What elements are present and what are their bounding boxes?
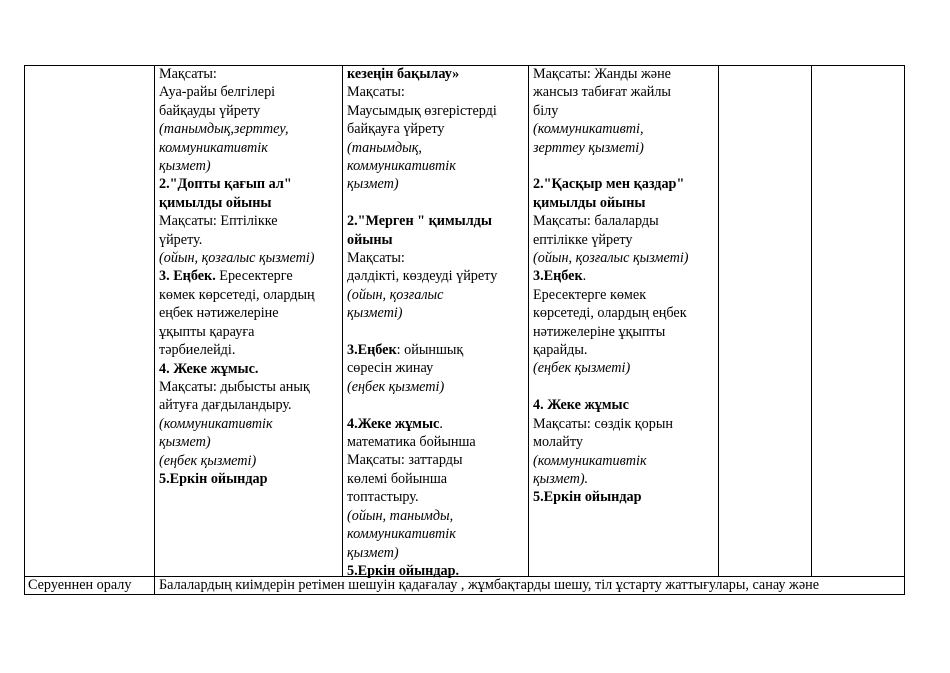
text-run: 4.Жеке жұмыс (347, 415, 440, 432)
text-line: жансыз табиғат жайлы (533, 84, 671, 101)
text-line: қарайды. (533, 342, 588, 359)
blank-line (347, 323, 525, 341)
text-line: 2."Допты қағып ал" (159, 176, 292, 193)
text-line: 5.Еркін ойындар (533, 489, 642, 506)
text-line: Мақсаты: заттарды (347, 452, 463, 469)
text-line: (танымдық, (347, 139, 422, 156)
text-line: 4. Жеке жұмыс. (159, 360, 259, 377)
text-line: 2."Қасқыр мен қаздар" (533, 176, 685, 193)
table-right-border (904, 65, 905, 595)
text-run: : ойыншық (396, 342, 464, 359)
row-text: Балалардың киімдерін ретімен шешуін қадағалау , жұмбақтарды шешу, тіл ұстарту жаттығулары, санау және (159, 577, 820, 593)
text-line: 2."Мерген " қимылды (347, 213, 492, 230)
text-line: (коммуникативтік (533, 452, 647, 469)
text-line: (еңбек қызметі) (159, 452, 257, 469)
text-line: коммуникативтік (159, 139, 268, 156)
text-line: Ауа-райы белгілері (159, 84, 276, 101)
text-line: (еңбек қызметі) (347, 378, 445, 395)
text-line: (еңбек қызметі) (533, 360, 631, 377)
text-line: көмек көрсетеді, олардың (159, 286, 315, 303)
column-divider (811, 65, 812, 577)
blank-line (347, 396, 525, 414)
text-line: (танымдық,зерттеу, (159, 121, 289, 138)
text-line: байқауды үйрету (159, 102, 261, 119)
text-line: еңбек нәтижелеріне (159, 305, 279, 322)
text-run: Ересектерге (215, 268, 293, 285)
text-line: Мақсаты: Ептілікке (159, 213, 278, 230)
text-line: кезеңін бақылау» (347, 66, 460, 82)
text-run: 3.Еңбек (347, 342, 397, 359)
text-line: 4. Жеке жұмыс (533, 397, 629, 414)
text-line: Маусымдық өзгерістерді (347, 102, 497, 119)
text-line: айтуға дағдыландыру. (159, 397, 292, 414)
text-line: көрсетеді, олардың еңбек (533, 305, 687, 322)
text-line: (ойын, қозғалыс (347, 286, 444, 303)
text-line: көлемі бойынша (347, 470, 448, 487)
text-line: ептілікке үйрету (533, 231, 633, 248)
text-run: 3.Еңбек (533, 268, 583, 285)
text-line: қызмет) (159, 434, 211, 451)
text-line: ұқыпты қарауға (159, 323, 255, 340)
text-run: . (439, 415, 443, 432)
text-line (347, 415, 525, 433)
activity-cell-1 (159, 65, 339, 488)
text-line: қызметі) (347, 305, 403, 322)
blank-line (533, 157, 715, 175)
text-line: 5.Еркін ойындар. (347, 562, 460, 579)
text-line: топтастыру. (347, 489, 419, 506)
blank-line (347, 194, 525, 212)
text-line: (коммуникативті, (533, 121, 644, 138)
text-line: (коммуникативтік (159, 415, 273, 432)
column-divider (528, 65, 529, 577)
text-line: білу (533, 102, 559, 119)
text-line: Мақсаты: сөздік қорын (533, 415, 673, 432)
text-line (347, 341, 525, 359)
text-line: дәлдікті, көздеуді үйрету (347, 268, 498, 285)
text-line: коммуникативтік (347, 526, 456, 543)
text-line (159, 267, 339, 285)
column-divider (718, 65, 719, 577)
activity-cell-3 (533, 65, 715, 507)
text-run: . (582, 268, 587, 285)
text-line: сөресін жинау (347, 360, 434, 377)
text-line: Мақсаты: (159, 66, 217, 82)
column-divider (342, 65, 343, 577)
text-line: ойыны (347, 231, 393, 248)
text-line: қызмет) (347, 176, 399, 193)
text-run: 3. Еңбек. (159, 268, 216, 285)
text-line: қызмет). (533, 470, 589, 487)
text-line: (ойын, танымды, (347, 507, 454, 524)
text-line: (ойын, қозғалыс қызметі) (533, 250, 689, 267)
text-line: Мақсаты: Жанды және (533, 66, 671, 82)
text-line: қызмет) (347, 544, 399, 561)
text-line: Мақсаты: (347, 84, 405, 101)
text-line: нәтижелеріне ұқыпты (533, 323, 666, 340)
text-line: зерттеу қызметі) (533, 139, 644, 156)
text-line: Мақсаты: (347, 250, 405, 267)
text-line: қимылды ойыны (159, 194, 272, 211)
blank-line (533, 378, 715, 396)
text-line (533, 267, 715, 285)
text-line: байқауға үйрету (347, 121, 445, 138)
text-line: молайту (533, 434, 583, 451)
text-line: математика бойынша (347, 434, 476, 451)
table-bottom-border (24, 594, 905, 595)
text-line: қызмет) (159, 158, 211, 175)
text-line: коммуникативтік (347, 158, 456, 175)
text-line: Мақсаты: балаларды (533, 213, 659, 230)
text-line: қимылды ойыны (533, 194, 646, 211)
text-line: Мақсаты: дыбысты анық (159, 378, 310, 395)
table-left-border (24, 65, 25, 595)
activity-cell-2 (347, 65, 525, 580)
text-line: Ересектерге көмек (533, 286, 647, 303)
text-line: 5.Еркін ойындар (159, 470, 268, 487)
text-line: (ойын, қозғалыс қызметі) (159, 250, 315, 267)
text-line: үйрету. (159, 231, 203, 248)
row-label: Серуеннен оралу (28, 577, 132, 593)
column-divider (154, 65, 155, 595)
text-line: тәрбиелейді. (159, 342, 236, 359)
